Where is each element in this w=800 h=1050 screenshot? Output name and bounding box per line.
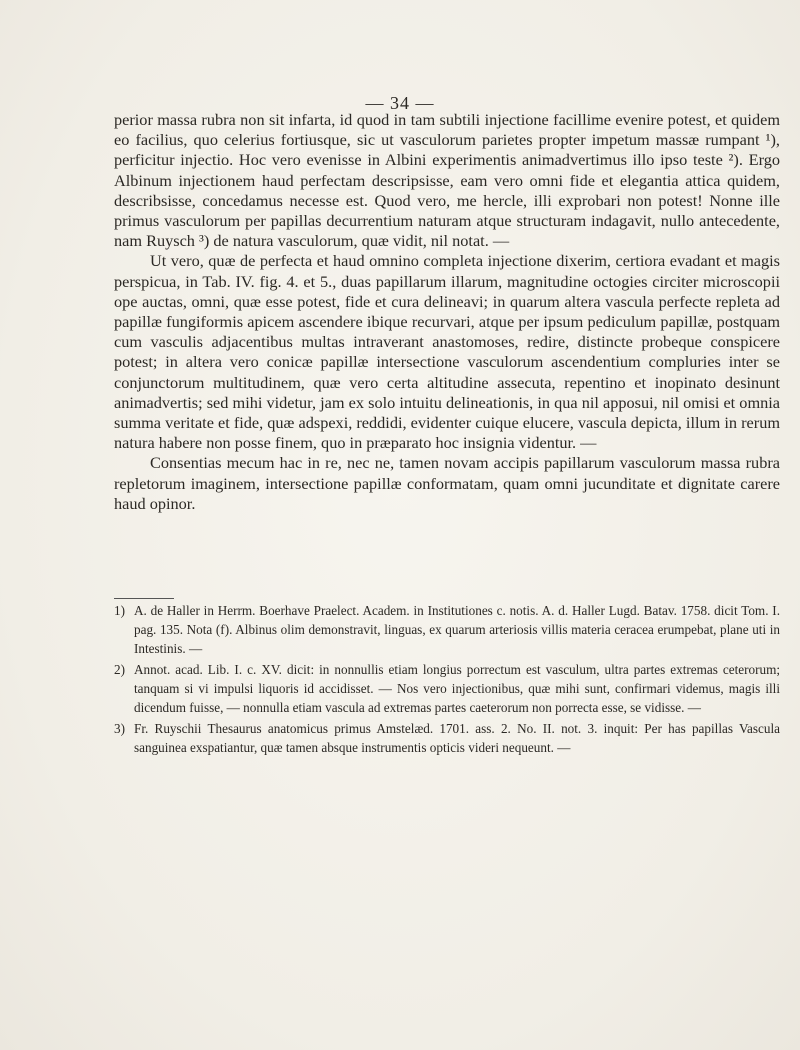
footnote-text: A. de Haller in Herrm. Boerhave Praelect. Academ. in Institutiones c. notis. A. d. Haller Lugd. Batav. 1758. dicit Tom. I. pag. 135. Nota (f). Albinus olim demonstravit, linguas, ex quarum arteriosis villis materia ceracea erumpebat, plane uti in Intestinis. — — [134, 603, 780, 656]
footnote-3 — [114, 719, 780, 757]
footnote-2 — [114, 660, 780, 717]
footnote-divider — [114, 598, 174, 599]
footnote-number: 3) — [114, 721, 125, 736]
paragraph-2: Ut vero, quæ de perfecta et haud omnino completa injectione dixerim, certiora evadant et magis perspicua, in Tab. IV. fig. 4. et 5., duas papillarum illarum, magnitudine octogies circiter microscopii ope auctas, omni, quæ esse potest, fide et cura delineavi; in quarum altera vascula perfecte repleta ad papillæ fungiformis apicem ascendere ibique recurvari, atque per ipsum pediculum papillæ, postquam cum vasculis adjacentibus multas intraverant anastomoses, redire, distincte probeque conspicere potest; in altera vero conicæ papillæ intersectione vasculorum ascendentium compluries inter se conjunctorum multitudinem, quæ vero certa altitudine assecuta, repentino et inopinato desinunt animadvertis; sed mihi videtur, jam ex solo intuitu delineationis, in qua nil apposui, nil omisi et omnia summa veritate et fide, quæ adspexi, reddidi, evidenter cuique elucere, vascula depicta, illum in rerum natura habere non posse finem, quo in præparato hoc insignia videntur. — — [114, 251, 780, 453]
paragraph-1: perior massa rubra non sit infarta, id quod in tam subtili injectione facillime evenire potest, et quidem eo facilius, quo celerius fortiusque, sic ut vasculorum parietes propter impetum massæ rumpant ¹), perficitur injectio. Hoc vero evenisse in Albini experimentis animadvertimus illo ipso teste ²). Ergo Albinum injectionem haud perfectam descripsisse, eam vero omni fide et elegantia attica quidem, describsisse, concedamus necesse est. Quod vero, me hercle, illi exprobari non potest! Nonne ille primus vasculorum per papillas decurrentium naturam atque structuram indagavit, nullo antecedente, nam Ruysch ³) de natura vasculorum, quæ vidit, nil notat. — — [114, 110, 780, 251]
footnote-text: Fr. Ruyschii Thesaurus anatomicus primus Amstelæd. 1701. ass. 2. No. II. not. 3. inquit: Per has papillas Vascula sanguinea exspatiantur, quæ tamen absque instrumentis opticis videri nequeunt. — — [134, 721, 780, 755]
main-text — [114, 110, 780, 514]
paragraph-3: Consentias mecum hac in re, nec ne, tamen novam accipis papillarum vasculorum massa rubra repletorum imaginem, intersectione papillæ conformatam, quam omni jucunditate et dignitate carere haud opinor. — [114, 453, 780, 513]
page-number: — 34 — — [365, 93, 435, 113]
footnote-number: 1) — [114, 603, 125, 618]
footnote-text: Annot. acad. Lib. I. c. XV. dicit: in nonnullis etiam longius porrectum est vasculum, ultra partes extremas ceterorum; tanquam si vi impulsi liquoris id accidisset. — Nos vero injectionibus, quæ mihi sunt, confirmari videmus, magis illi dicendum fuisse, — nonnulla etiam vascula ad extremas partes caeterorum non porrecta esse, se vidisse. — — [134, 662, 780, 715]
footnote-1 — [114, 601, 780, 658]
footnote-number: 2) — [114, 662, 125, 677]
footnotes — [114, 601, 780, 757]
